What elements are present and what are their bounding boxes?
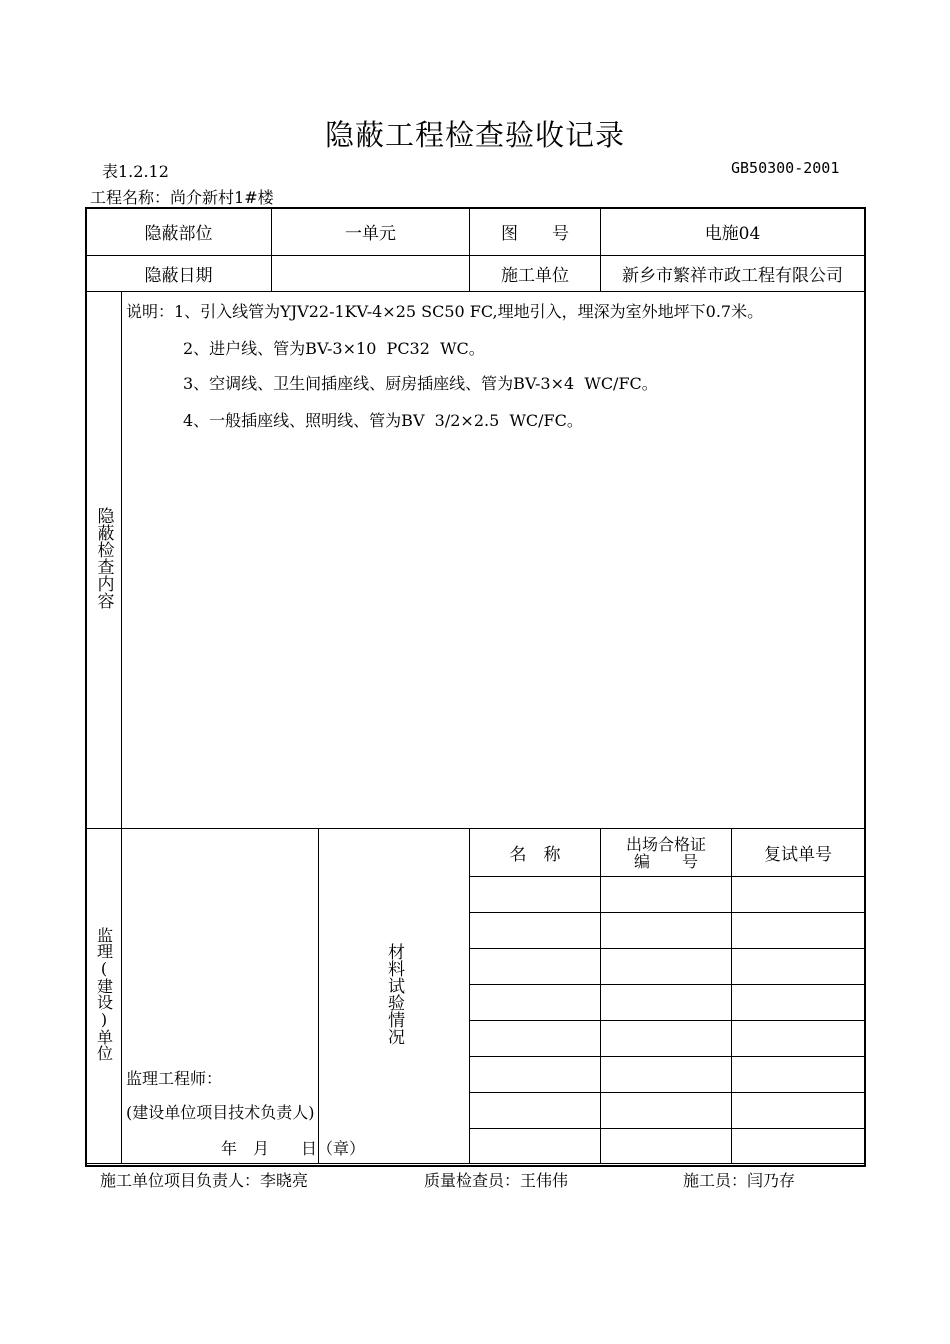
- material-cell[interactable]: [601, 1021, 732, 1057]
- material-cell[interactable]: [470, 985, 601, 1021]
- material-cell[interactable]: [601, 1057, 732, 1093]
- content-line-1: 说明：1、引入线管为YJV22-1KV-4×25 SC50 FC,埋地引入，埋深为室外地坪下0.7米。: [126, 302, 764, 321]
- quality-inspector: 质量检查员：王伟伟: [424, 1171, 569, 1190]
- material-cell[interactable]: [601, 877, 732, 913]
- content-side-label: 隐蔽检查内容: [93, 506, 114, 609]
- owner-representative: (建设单位项目技术负责人): [126, 1103, 315, 1122]
- material-cell[interactable]: [601, 913, 732, 949]
- page-title: 隐蔽工程检查验收记录: [324, 118, 625, 152]
- content-line-3: 3、空调线、卫生间插座线、厨房插座线、管为BV-3×4 WC/FC。: [183, 374, 658, 393]
- material-cell[interactable]: [470, 1129, 601, 1164]
- material-cell[interactable]: [470, 1093, 601, 1129]
- material-cell[interactable]: [732, 1093, 865, 1129]
- material-cell[interactable]: [470, 949, 601, 985]
- material-cell[interactable]: [732, 1057, 865, 1093]
- material-cell[interactable]: [601, 949, 732, 985]
- standard-code: GB50300-2001: [731, 159, 840, 177]
- drawing-number-label: 图 号: [470, 208, 601, 256]
- material-cell[interactable]: [470, 1021, 601, 1057]
- material-cell[interactable]: [732, 1129, 865, 1164]
- construction-unit-value[interactable]: 新乡市繁祥市政工程有限公司: [601, 256, 865, 292]
- project-name-row: [90, 185, 274, 208]
- material-cell[interactable]: [601, 985, 732, 1021]
- header-certificate-line1: 出场合格证: [625, 834, 706, 854]
- supervision-engineer: 监理工程师：: [126, 1069, 223, 1088]
- project-label: 工程名称：: [90, 188, 171, 207]
- form-number: 表1.2.12: [102, 162, 169, 181]
- material-cell[interactable]: [470, 1057, 601, 1093]
- hidden-date-value[interactable]: [272, 256, 470, 292]
- hidden-part-label: 隐蔽部位: [86, 208, 272, 256]
- header-certificate: [601, 829, 732, 877]
- content-line-2: 2、进户线、管为BV-3×10 PC32 WC。: [183, 339, 485, 358]
- material-cell[interactable]: [601, 1093, 732, 1129]
- project-manager: 施工单位项目负责人：李晓亮: [100, 1171, 309, 1190]
- content-line-4: 4、一般插座线、照明线、管为BV 3/2×2.5 WC/FC。: [183, 411, 583, 430]
- material-cell[interactable]: [601, 1129, 732, 1164]
- material-cell[interactable]: [470, 877, 601, 913]
- hidden-date-label: 隐蔽日期: [86, 256, 272, 292]
- construction-worker: 施工员：闫乃存: [683, 1171, 796, 1190]
- signature-date: 年 月 日（章）: [221, 1139, 366, 1158]
- material-cell[interactable]: [732, 949, 865, 985]
- hidden-part-value[interactable]: 一单元: [272, 208, 470, 256]
- material-cell[interactable]: [732, 877, 865, 913]
- materials-side-label: 材料试验情况: [384, 942, 404, 1045]
- supervision-side-cell: [86, 829, 122, 1164]
- material-cell[interactable]: [732, 985, 865, 1021]
- supervision-side-label: 监理(建设)单位: [94, 926, 114, 1061]
- materials-side-cell: [319, 829, 470, 1164]
- project-name: 尚介新村1#楼: [170, 188, 274, 207]
- drawing-number-value[interactable]: 电施04: [601, 208, 865, 256]
- material-cell[interactable]: [470, 913, 601, 949]
- header-retest-number: 复试单号: [732, 829, 865, 877]
- material-cell[interactable]: [732, 1021, 865, 1057]
- content-side-cell: [86, 292, 122, 829]
- header-certificate-line2: 编 号: [633, 851, 698, 871]
- header-name: 名 称: [470, 829, 601, 877]
- construction-unit-label: 施工单位: [470, 256, 601, 292]
- material-cell[interactable]: [732, 913, 865, 949]
